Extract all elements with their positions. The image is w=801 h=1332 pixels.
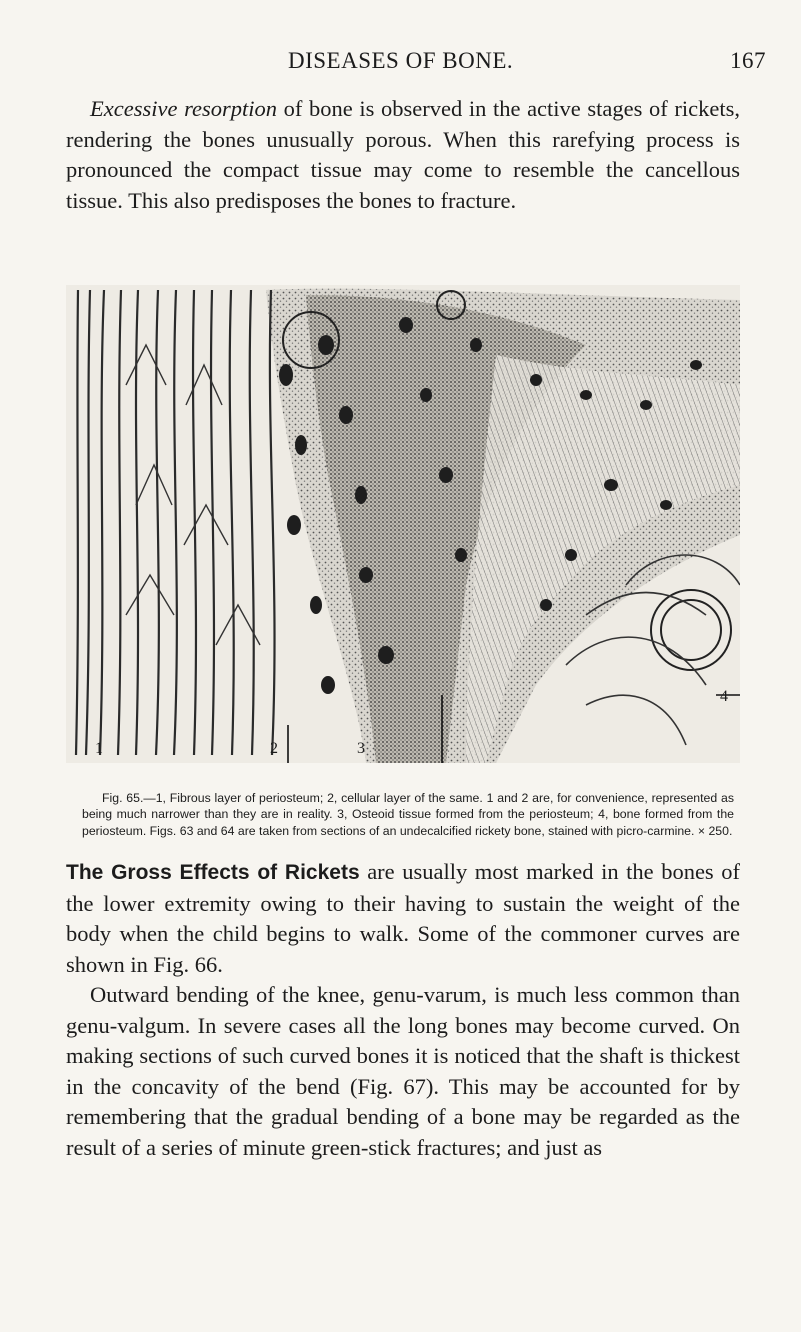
paragraph-text-continued: Outward bending of the knee, genu-varum, is much less common than genu-valgum. In severe cases all the long bones may become curved. On making sections of such curved bones it is noticed that the shaft is thickest in the concavity of the bend (Fig. 67). This may be accounted for by remembering that the gradual bending of a bone may be regarded as the result of a series of minute green-stick fractures; and just as — [66, 982, 740, 1160]
figure-caption: Fig. 65.—1, Fibrous layer of periosteum; 2, cellular layer of the same. 1 and 2 are, for convenience, represented as being much narrower than they are in reality. 3, Osteoid tissue formed from the periosteum; 4, bone formed from the periosteum. Figs. 63 and 64 are taken from sections of an undecalcified rickety bone, stained with picro-carmine. × 250. — [82, 791, 734, 838]
paragraph-resorption — [66, 94, 740, 216]
paragraph-text: are usually most marked in the bones of the lower extremity owing to their having to sustain the weight of the body when the child begins to walk. Some of the commoner curves are shown in Fig. 66. — [66, 859, 740, 977]
histology-drawing — [66, 285, 740, 763]
figure-label-2: 2 — [270, 740, 278, 757]
paragraph-lead: Excessive resorption — [90, 96, 277, 121]
figure-65-illustration — [66, 285, 740, 763]
header-title: DISEASES OF BONE. — [288, 48, 514, 73]
figure-label-4: 4 — [720, 688, 728, 705]
figure-label-1: 1 — [95, 740, 103, 757]
paragraph-text: of bone is observed in the active stages of rickets, rendering the bones unusually porous. When this rarefying process is pronounced the compact tissue may come to resemble the cancellous tissue. This also predisposes the bones to fracture. — [66, 96, 740, 213]
page-number: 167 — [730, 48, 766, 73]
figure-label-3: 3 — [357, 740, 365, 757]
paragraph-gross-effects — [66, 857, 740, 1163]
paragraph-lead: The Gross Effects of Rickets — [66, 861, 360, 884]
running-header — [80, 48, 766, 78]
